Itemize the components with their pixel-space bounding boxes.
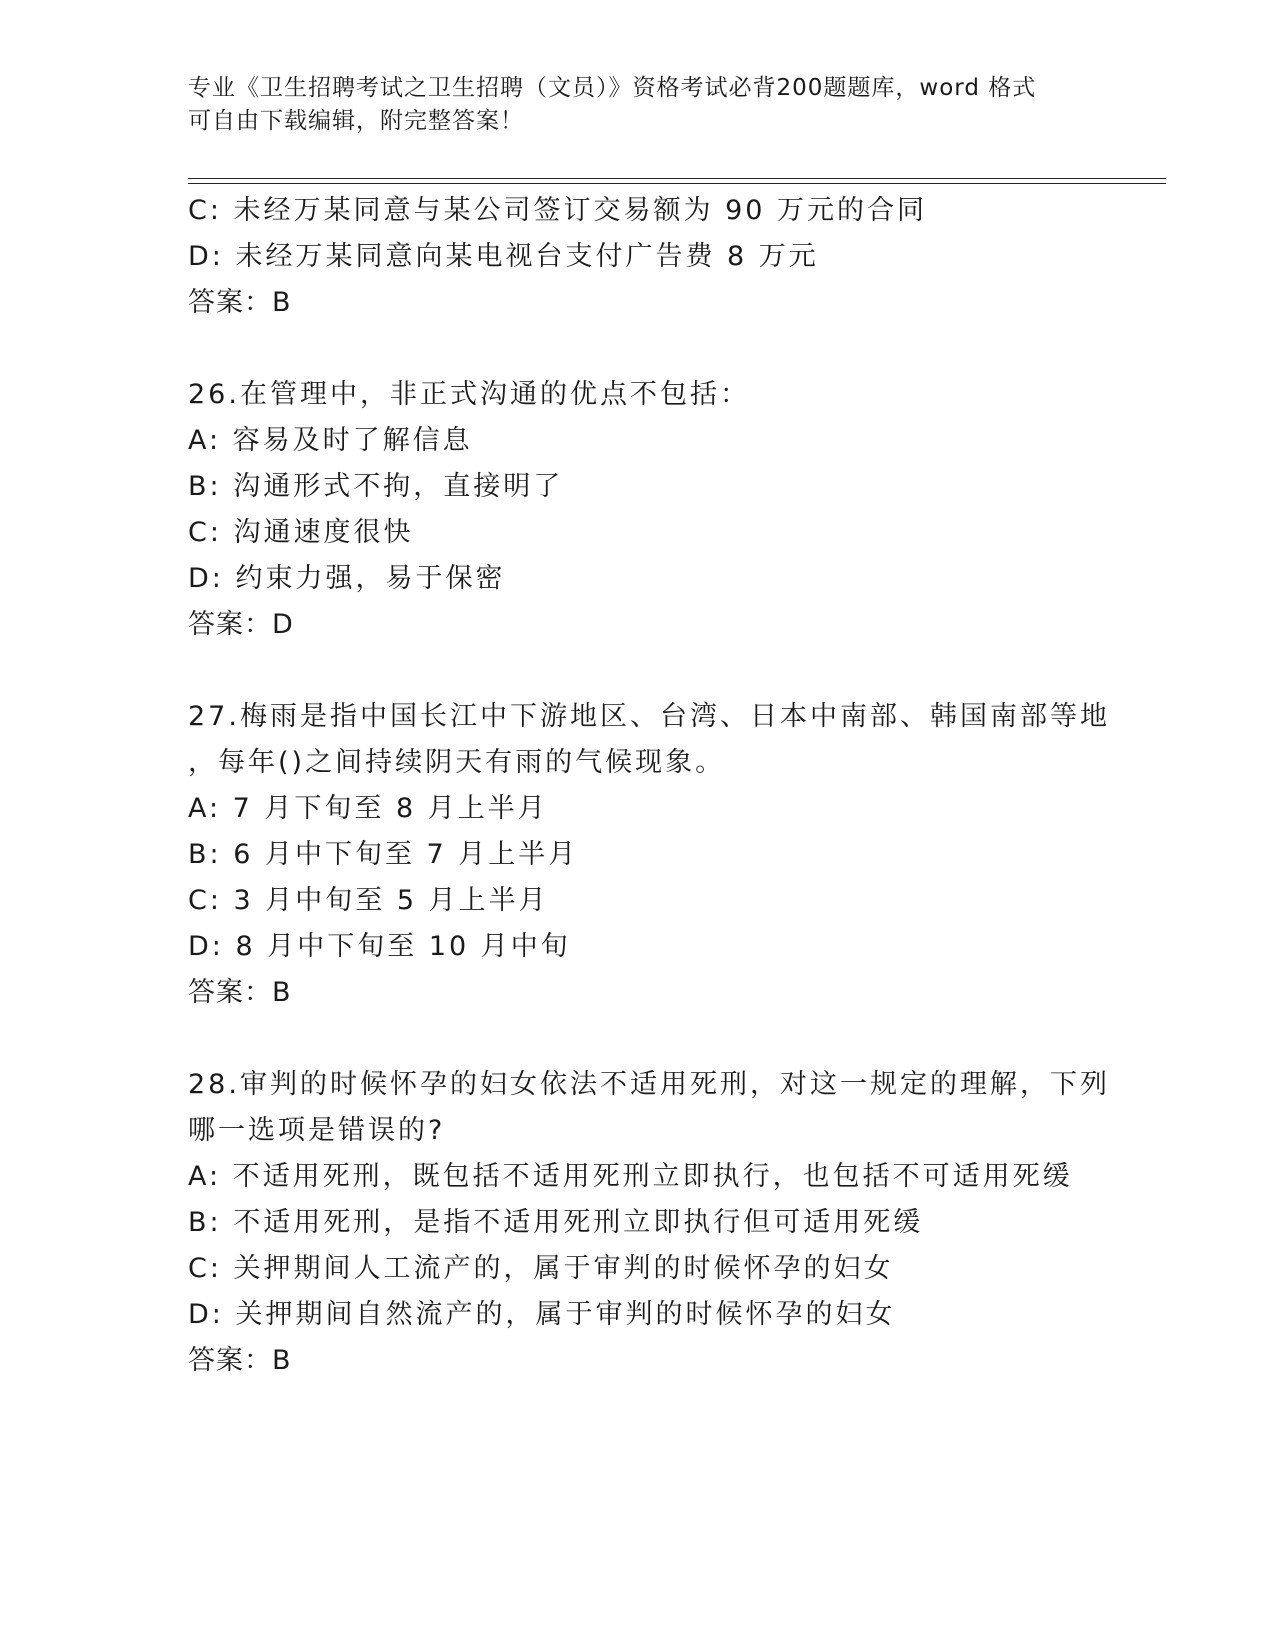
option-b: B: 6 月中下旬至 7 月上半月 [188,839,579,870]
question-stem: 28.审判的时候怀孕的妇女依法不适用死刑，对这一规定的理解，下列 [188,1069,1110,1100]
option-c: C: 3 月中旬至 5 月上半月 [188,885,549,916]
option-a: A: 7 月下旬至 8 月上半月 [188,793,548,824]
question-stem-continued: ，每年()之间持续阴天有雨的气候现象。 [188,747,726,778]
question-25-continued [188,188,1088,326]
document-header [188,72,1068,138]
answer: 答案：B [188,1345,292,1376]
header-divider-top [188,178,1166,179]
option-d: D: 关押期间自然流产的，属于审判的时候怀孕的妇女 [188,1299,896,1330]
option-c: C: 沟通速度很快 [188,517,414,548]
question-stem: 26.在管理中，非正式沟通的优点不包括： [188,379,750,410]
answer: 答案：B [188,287,292,318]
option-a: A: 容易及时了解信息 [188,425,473,456]
header-title-line-1: 专业《卫生招聘考试之卫生招聘（文员）》资格考试必背200题题库，word 格式 [188,75,1037,101]
option-b: B: 沟通形式不拘，直接明了 [188,471,564,502]
answer: 答案：D [188,609,294,640]
question-stem-continued: 哪一选项是错误的? [188,1115,446,1146]
option-c: C: 关押期间人工流产的，属于审判的时候怀孕的妇女 [188,1253,894,1284]
answer: 答案：B [188,977,292,1008]
question-28 [188,1062,1110,1384]
option-d: D: 约束力强，易于保密 [188,563,506,594]
question-26 [188,372,1088,648]
option-a: A: 不适用死刑，既包括不适用死刑立即执行，也包括不可适用死缓 [188,1161,1073,1192]
question-list [188,188,1110,1384]
question-spacer [188,326,1088,372]
option-c: C: 未经万某同意与某公司签订交易额为 90 万元的合同 [188,195,928,226]
question-spacer [188,1016,1088,1062]
option-d: D: 未经万某同意向某电视台支付广告费 8 万元 [188,241,819,272]
header-title-line-2: 可自由下载编辑，附完整答案！ [188,108,524,134]
option-b: B: 不适用死刑，是指不适用死刑立即执行但可适用死缓 [188,1207,924,1238]
question-27 [188,694,1110,1016]
option-d: D: 8 月中下旬至 10 月中旬 [188,931,571,962]
question-spacer [188,648,1088,694]
question-stem: 27.梅雨是指中国长江中下游地区、台湾、日本中南部、韩国南部等地 [188,701,1110,732]
header-divider-bottom [188,183,1166,184]
